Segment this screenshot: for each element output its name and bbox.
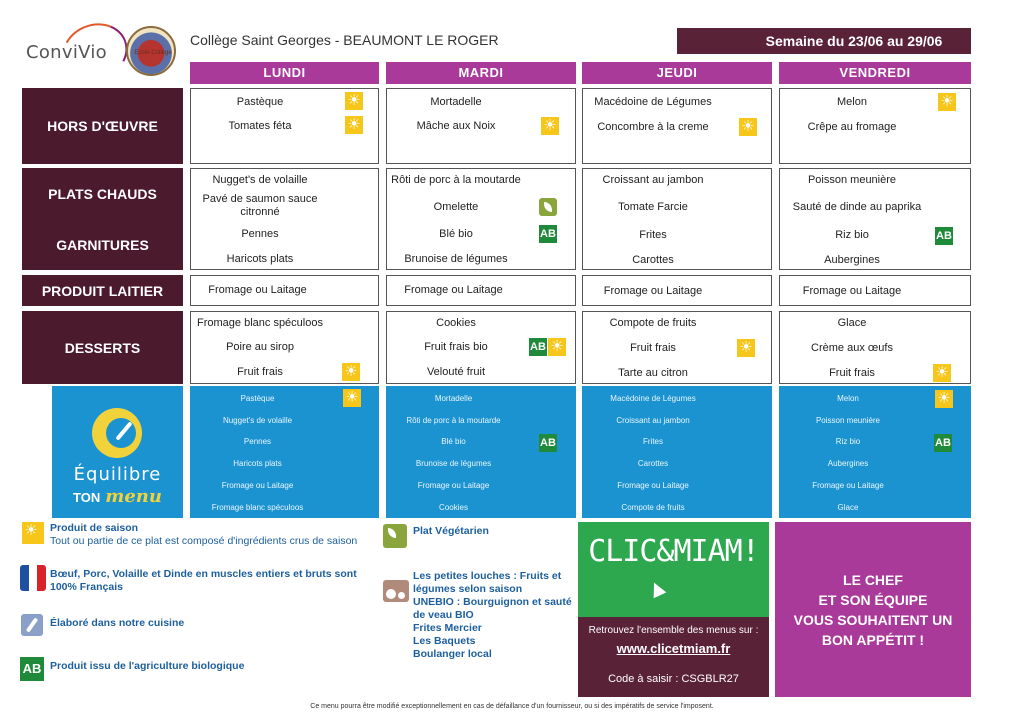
legend-saison-title: Produit de saison bbox=[50, 522, 139, 534]
menu-item: Riz bio bbox=[835, 229, 869, 241]
menu-item: Tarte au citron bbox=[618, 367, 688, 379]
legend-local-line: de veau BIO bbox=[413, 609, 474, 621]
chef-line: BON APPÉTIT ! bbox=[821, 631, 925, 648]
menu-item: Pennes bbox=[241, 228, 279, 240]
brand-name: ConviVio bbox=[26, 42, 107, 63]
menu-label: menu bbox=[105, 486, 162, 507]
category-garnitures: GARNITURES bbox=[56, 236, 149, 253]
legend-local-line: Les petites louches : Fruits et bbox=[413, 570, 562, 582]
equilibre-item: Pastèque bbox=[240, 394, 275, 403]
legend-local-line: Boulanger local bbox=[413, 648, 492, 660]
day-header-jeudi: JEUDI bbox=[582, 62, 772, 84]
day-header-mardi: MARDI bbox=[386, 62, 576, 84]
menu-item: Pavé de saumon sauce citronné bbox=[202, 193, 318, 218]
ab-bio-icon: AB bbox=[934, 434, 952, 452]
menu-item: Fromage ou Laitage bbox=[404, 284, 503, 296]
legend-saison bbox=[50, 522, 370, 548]
ab-bio-icon: AB bbox=[539, 434, 557, 452]
whisk-icon bbox=[21, 614, 43, 636]
legend-vegetarien: Plat Végétarien bbox=[413, 525, 489, 537]
sun-icon bbox=[935, 390, 953, 408]
menu-item: Rôti de porc à la moutarde bbox=[391, 174, 521, 186]
sun-icon bbox=[342, 363, 360, 381]
legend-cuisine: Élaboré dans notre cuisine bbox=[50, 617, 185, 629]
equilibre-item: Melon bbox=[837, 394, 859, 403]
menu-item: Glace bbox=[837, 317, 867, 329]
equilibre-item: Riz bio bbox=[835, 437, 861, 446]
menu-item: Tomate Farcie bbox=[618, 201, 688, 213]
clicmiam-info bbox=[578, 617, 769, 697]
clicmiam-url-link[interactable]: www.clicetmiam.fr bbox=[616, 641, 731, 656]
category-plats-garnitures bbox=[22, 168, 183, 270]
equilibre-ton-menu-logo bbox=[52, 386, 183, 518]
equilibre-item: Croissant au jambon bbox=[616, 416, 690, 425]
menu-item: Fromage blanc spéculoos bbox=[197, 317, 323, 329]
menu-item: Cookies bbox=[436, 317, 476, 329]
menu-item: Poisson meunière bbox=[807, 174, 897, 186]
menu-item: Omelette bbox=[433, 201, 479, 213]
ab-bio-icon: AB bbox=[935, 227, 953, 245]
sun-icon bbox=[548, 338, 566, 356]
chef-line: LE CHEF bbox=[843, 571, 903, 588]
menu-item: Poire au sirop bbox=[226, 341, 294, 353]
equilibre-item: Mortadelle bbox=[434, 394, 473, 403]
legend-local bbox=[413, 570, 573, 661]
equilibre-item: Fromage blanc spéculoos bbox=[211, 503, 304, 512]
category-produit-laitier: PRODUIT LAITIER bbox=[22, 275, 183, 306]
menu-item: Haricots plats bbox=[226, 253, 294, 265]
legend-viande: Bœuf, Porc, Volaille et Dinde en muscles entiers et bruts sont 100% Français bbox=[50, 568, 357, 593]
menu-item: Concombre à la creme bbox=[597, 121, 709, 133]
menu-item: Blé bio bbox=[439, 228, 473, 240]
school-seal-icon bbox=[126, 26, 176, 76]
tractor-icon bbox=[383, 580, 409, 602]
cursor-icon bbox=[648, 580, 667, 599]
equilibre-item: Fromage ou Laitage bbox=[617, 481, 689, 490]
sun-icon bbox=[739, 118, 757, 136]
legend-local-line: Frites Mercier bbox=[413, 622, 482, 634]
menu-item: Fromage ou Laitage bbox=[208, 284, 307, 296]
sun-icon bbox=[343, 389, 361, 407]
sun-icon bbox=[345, 92, 363, 110]
ab-bio-icon: AB bbox=[20, 657, 44, 681]
ab-bio-icon: AB bbox=[529, 338, 547, 356]
equilibre-item: Poisson meunière bbox=[815, 416, 881, 425]
menu-item: Melon bbox=[837, 96, 867, 108]
menu-item: Crêpe au fromage bbox=[807, 121, 897, 133]
menu-item: Tomates féta bbox=[228, 120, 292, 132]
equilibre-item: Fromage ou Laitage bbox=[812, 481, 884, 490]
equilibre-item: Fromage ou Laitage bbox=[417, 481, 490, 490]
legend-local-line: Les Baquets bbox=[413, 635, 476, 647]
legend-local-line: UNEBIO : Bourguignon et sauté bbox=[413, 596, 572, 608]
equilibre-item: Compote de fruits bbox=[621, 503, 685, 512]
ton-label: TON bbox=[73, 490, 101, 505]
equilibre-item: Brunoise de légumes bbox=[415, 459, 492, 468]
sun-icon bbox=[938, 93, 956, 111]
equilibre-item: Aubergines bbox=[827, 459, 869, 468]
category-desserts: DESSERTS bbox=[22, 311, 183, 384]
equilibre-jeudi bbox=[582, 386, 772, 518]
french-flag-icon bbox=[20, 565, 46, 591]
menu-item: Fromage ou Laitage bbox=[802, 285, 902, 297]
chef-message bbox=[775, 522, 971, 697]
equilibre-item: Fromage ou Laitage bbox=[221, 481, 294, 490]
category-plats-chauds: PLATS CHAUDS bbox=[48, 185, 157, 202]
menu-item: Croissant au jambon bbox=[602, 174, 704, 186]
equilibre-label: Équilibre bbox=[73, 464, 162, 485]
chef-line: VOUS SOUHAITENT UN bbox=[793, 611, 953, 628]
menu-item: Velouté fruit bbox=[426, 366, 486, 378]
menu-item: Fruit frais bbox=[630, 342, 676, 354]
legend-local-line: légumes selon saison bbox=[413, 583, 523, 595]
menu-item: Frites bbox=[639, 229, 667, 241]
sun-icon bbox=[541, 117, 559, 135]
ton-menu-label bbox=[52, 486, 183, 507]
menu-item: Carottes bbox=[632, 254, 674, 266]
sun-icon bbox=[22, 522, 44, 544]
equilibre-item: Blé bio bbox=[441, 437, 466, 446]
equilibre-item: Frites bbox=[643, 437, 663, 446]
menu-item: Mâche aux Noix bbox=[416, 120, 496, 132]
menu-item: Nugget's de volaille bbox=[212, 174, 308, 186]
equilibre-item: Nugget's de volaille bbox=[222, 416, 293, 425]
menu-item: Fromage ou Laitage bbox=[603, 285, 703, 297]
legend-saison-desc: Tout ou partie de ce plat est composé d'ingrédients crus de saison bbox=[50, 535, 358, 547]
equilibre-item: Carottes bbox=[637, 459, 669, 468]
equilibre-mardi bbox=[386, 386, 576, 518]
clicmiam-title: CLIC&MIAM! bbox=[588, 534, 759, 569]
menu-item: Macédoine de Légumes bbox=[594, 96, 712, 108]
ab-bio-icon: AB bbox=[539, 225, 557, 243]
menu-item: Brunoise de légumes bbox=[404, 253, 508, 265]
menu-item: Aubergines bbox=[824, 254, 880, 266]
menu-item: Mortadelle bbox=[430, 96, 482, 108]
equilibre-item: Pennes bbox=[243, 437, 272, 446]
equilibre-item: Rôti de porc à la moutarde bbox=[406, 416, 501, 425]
menu-item: Compote de fruits bbox=[609, 317, 697, 329]
equilibre-item: Cookies bbox=[439, 503, 468, 512]
footer-note: Ce menu pourra être modifié exceptionnellement en cas de défaillance d'un fournisseur, ou si des impératifs de service l'imposent. bbox=[310, 703, 714, 710]
clicmiam-retrouvez: Retrouvez l'ensemble des menus sur : bbox=[588, 625, 759, 636]
day-header-vendredi: VENDREDI bbox=[779, 62, 971, 84]
chef-line: ET SON ÉQUIPE bbox=[818, 591, 928, 608]
menu-item: Fruit frais bbox=[829, 367, 875, 379]
equilibre-item: Glace bbox=[837, 503, 859, 512]
menu-item: Sauté de dinde au paprika bbox=[792, 201, 922, 213]
day-header-lundi: LUNDI bbox=[190, 62, 379, 84]
legend-bio: Produit issu de l'agriculture biologique bbox=[50, 660, 245, 672]
menu-item: Fruit frais bio bbox=[424, 341, 488, 353]
menu-item: Crème aux œufs bbox=[811, 342, 893, 354]
clicmiam-banner[interactable] bbox=[578, 522, 769, 617]
clicmiam-code: Code à saisir : CSGBLR27 bbox=[608, 673, 739, 685]
menu-item: Pastèque bbox=[236, 96, 284, 108]
equilibre-plate-icon bbox=[92, 408, 142, 458]
week-banner: Semaine du 23/06 au 29/06 bbox=[677, 28, 971, 54]
leaf-icon bbox=[539, 198, 557, 216]
equilibre-item: Macédoine de Légumes bbox=[610, 394, 696, 403]
sun-icon bbox=[737, 339, 755, 357]
sun-icon bbox=[345, 116, 363, 134]
school-title: Collège Saint Georges - BEAUMONT LE ROGER bbox=[190, 32, 499, 48]
equilibre-item: Haricots plats bbox=[233, 459, 282, 468]
convivio-logo bbox=[22, 20, 182, 80]
seal-text: Ecole-Collège bbox=[134, 50, 172, 56]
leaf-icon bbox=[383, 524, 407, 548]
menu-item: Fruit frais bbox=[237, 366, 283, 378]
category-hors-doeuvre: HORS D'ŒUVRE bbox=[22, 88, 183, 164]
sun-icon bbox=[933, 364, 951, 382]
